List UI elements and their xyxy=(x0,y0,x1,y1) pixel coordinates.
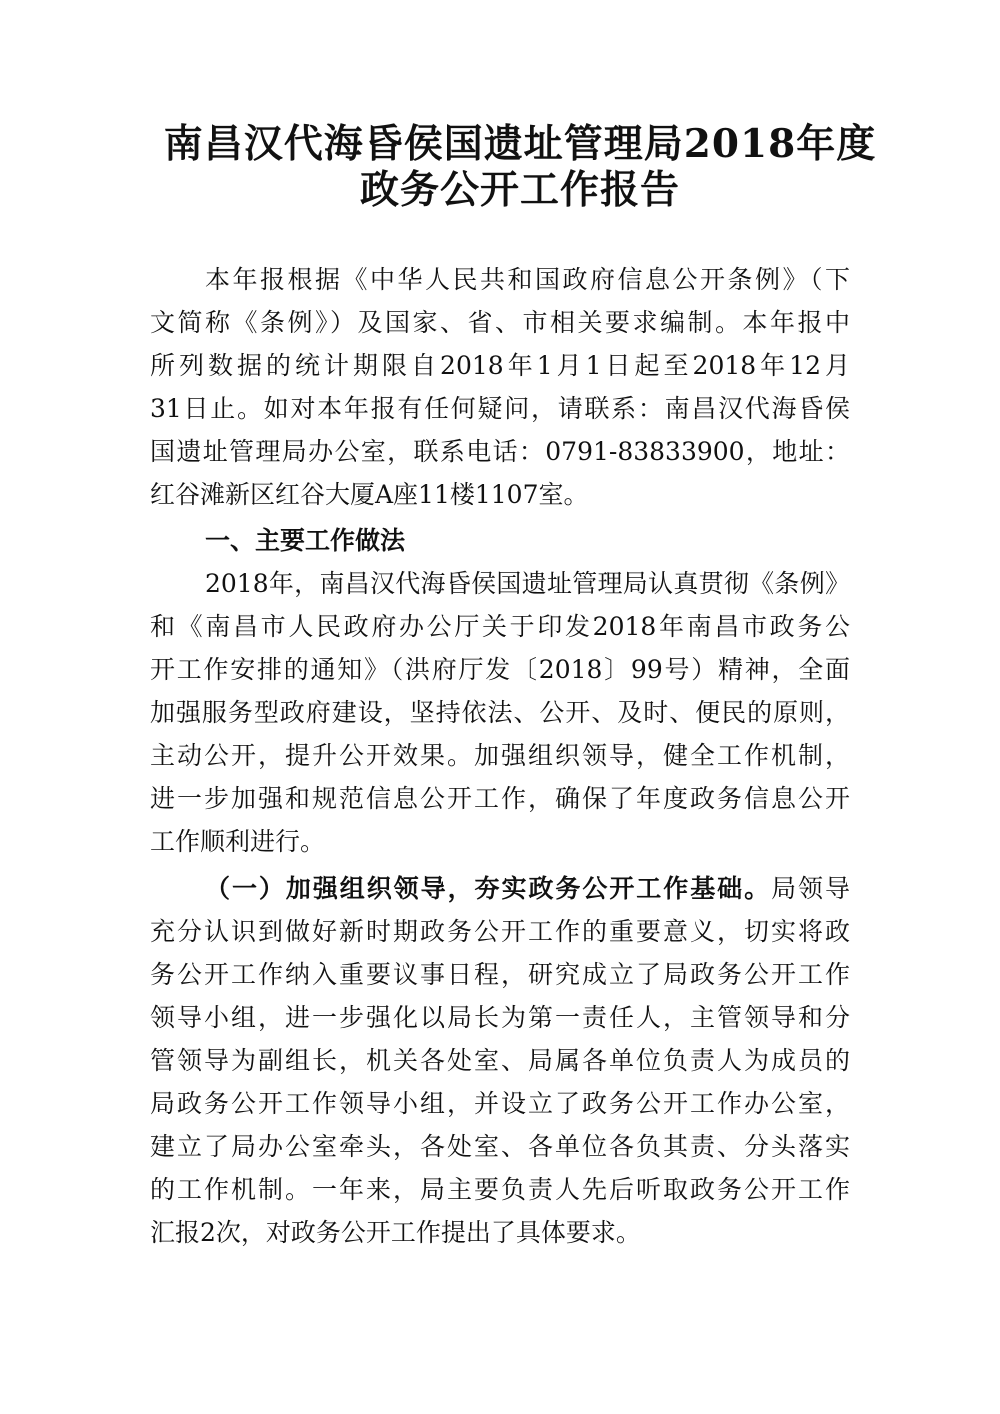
section-paragraph-line: 2018年，南昌汉代海昏侯国遗址管理局认真贯彻《条例》 xyxy=(205,569,850,598)
intro-paragraph-line: 红谷滩新区红谷大厦A座11楼1107室。 xyxy=(150,480,589,509)
section-paragraph-line: 进一步加强和规范信息公开工作，确保了年度政务信息公开 xyxy=(150,784,850,813)
intro-paragraph-line: 国遗址管理局办公室，联系电话：0791-83833900，地址： xyxy=(150,437,850,466)
subsection-paragraph-line: 务公开工作纳入重要议事日程，研究成立了局政务公开工作 xyxy=(150,960,850,989)
subsection-paragraph-line: 领导小组，进一步强化以局长为第一责任人，主管领导和分 xyxy=(150,1003,850,1032)
section-paragraph-line: 加强服务型政府建设，坚持依法、公开、及时、便民的原则， xyxy=(150,698,850,727)
subsection-paragraph-line: 充分认识到做好新时期政务公开工作的重要意义，切实将政 xyxy=(150,917,850,946)
subsection-paragraph-line: 局政务公开工作领导小组，并设立了政务公开工作办公室， xyxy=(150,1089,850,1118)
subsection-paragraph-line: 管领导为副组长，机关各处室、局属各单位负责人为成员的 xyxy=(150,1046,850,1075)
subsection-heading: （一）加强组织领导，夯实政务公开工作基础。 xyxy=(205,874,772,903)
intro-paragraph-line: 本年报根据《中华人民共和国政府信息公开条例》（下 xyxy=(205,265,850,294)
intro-paragraph-line: 所列数据的统计期限自2018年1月1日起至2018年12月 xyxy=(150,351,850,380)
section-paragraph-line: 工作顺利进行。 xyxy=(150,827,326,856)
section-paragraph-line: 主动公开，提升公开效果。加强组织领导，健全工作机制， xyxy=(150,741,850,770)
section-heading: 一、主要工作做法 xyxy=(205,526,406,555)
intro-paragraph-line: 文简称《条例》）及国家、省、市相关要求编制。本年报中 xyxy=(150,308,850,337)
subsection-first-line xyxy=(205,868,850,909)
subsection-paragraph-line: 汇报2次，对政务公开工作提出了具体要求。 xyxy=(150,1218,641,1247)
document-title-line-1: 南昌汉代海昏侯国遗址管理局2018年度 xyxy=(163,121,877,167)
document-title-line-2: 政务公开工作报告 xyxy=(359,167,680,213)
subsection-first-line-tail: 局领导 xyxy=(771,874,850,903)
section-paragraph-line: 和《南昌市人民政府办公厅关于印发2018年南昌市政务公 xyxy=(150,612,850,641)
intro-paragraph-line: 31日止。如对本年报有任何疑问，请联系：南昌汉代海昏侯 xyxy=(150,394,850,423)
subsection-paragraph-line: 的工作机制。一年来，局主要负责人先后听取政务公开工作 xyxy=(150,1175,850,1204)
section-paragraph-line: 开工作安排的通知》（洪府厅发〔2018〕99号）精神，全面 xyxy=(150,655,850,684)
subsection-paragraph-line: 建立了局办公室牵头，各处室、各单位各负其责、分头落实 xyxy=(150,1132,850,1161)
